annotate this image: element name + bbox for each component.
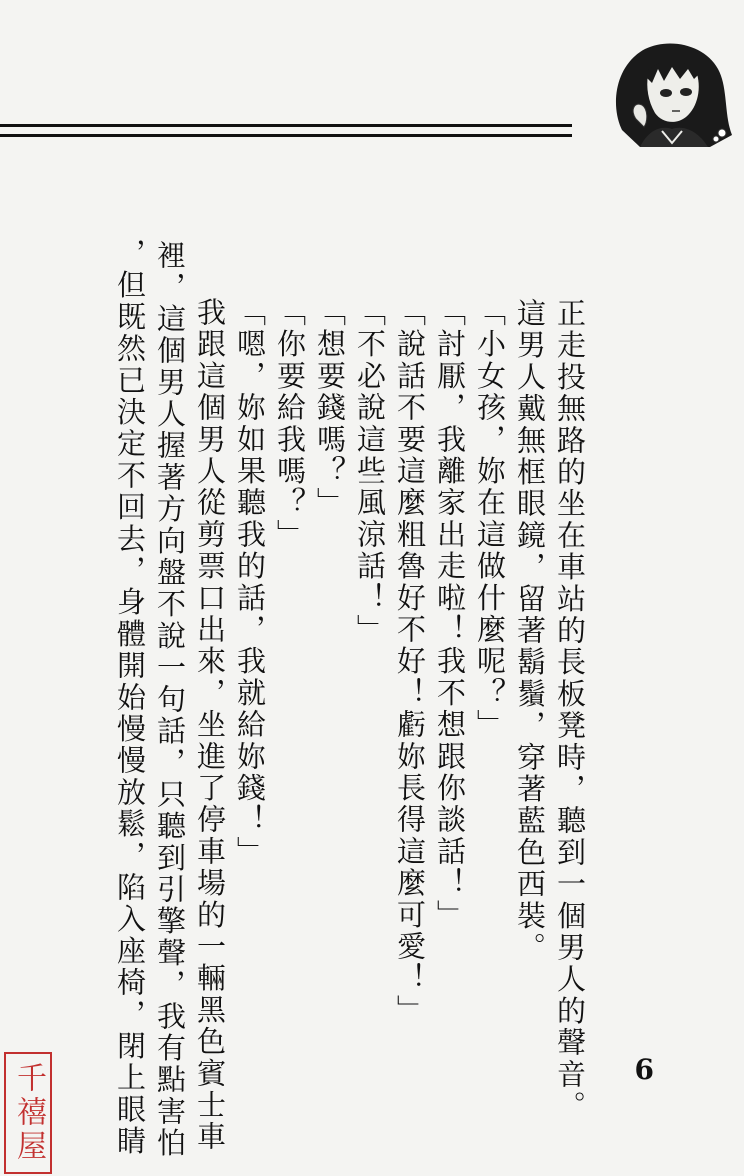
dialogue-line-5: 「說話不要這麼粗魯好不好！虧妳長得這麼可愛！」 <box>393 297 427 1027</box>
paragraph-line-12: ，但既然已決定不回去，身體開始慢慢放鬆，陷入座椅，閉上眼睛 <box>113 238 147 1158</box>
header-rule-bottom <box>0 134 572 137</box>
dialogue-line-7: 「想要錢嗎？」 <box>313 297 347 519</box>
paragraph-line-1: 正走投無路的坐在車站的長板凳時，聽到一個男人的聲音。 <box>553 298 587 1123</box>
dialogue-line-4: 「討厭，我離家出走啦！我不想跟你談話！」 <box>433 297 467 931</box>
dialogue-line-8: 「你要給我嗎？」 <box>273 297 307 551</box>
dialogue-line-9: 「嗯，妳如果聽我的話，我就給妳錢！」 <box>233 297 267 868</box>
paragraph-line-2: 這男人戴無框眼鏡，留著鬍鬚，穿著藍色西裝。 <box>513 298 547 964</box>
dialogue-line-3: 「小女孩，妳在這做什麼呢？」 <box>473 297 507 741</box>
header-rule-top <box>0 124 572 127</box>
paragraph-line-10: 我跟這個男人從剪票口出來，坐進了停車場的一輛黑色賓士車 <box>193 297 227 1153</box>
paragraph-line-11: 裡，這個男人握著方向盤不說一句話，只聽到引擎聲，我有點害怕 <box>153 240 187 1160</box>
page-number: 6 <box>634 1053 654 1086</box>
manga-girl-illustration <box>600 35 740 150</box>
dialogue-line-6: 「不必說這些風涼話！」 <box>353 297 387 646</box>
publisher-seal: 千禧屋 <box>4 1052 52 1174</box>
